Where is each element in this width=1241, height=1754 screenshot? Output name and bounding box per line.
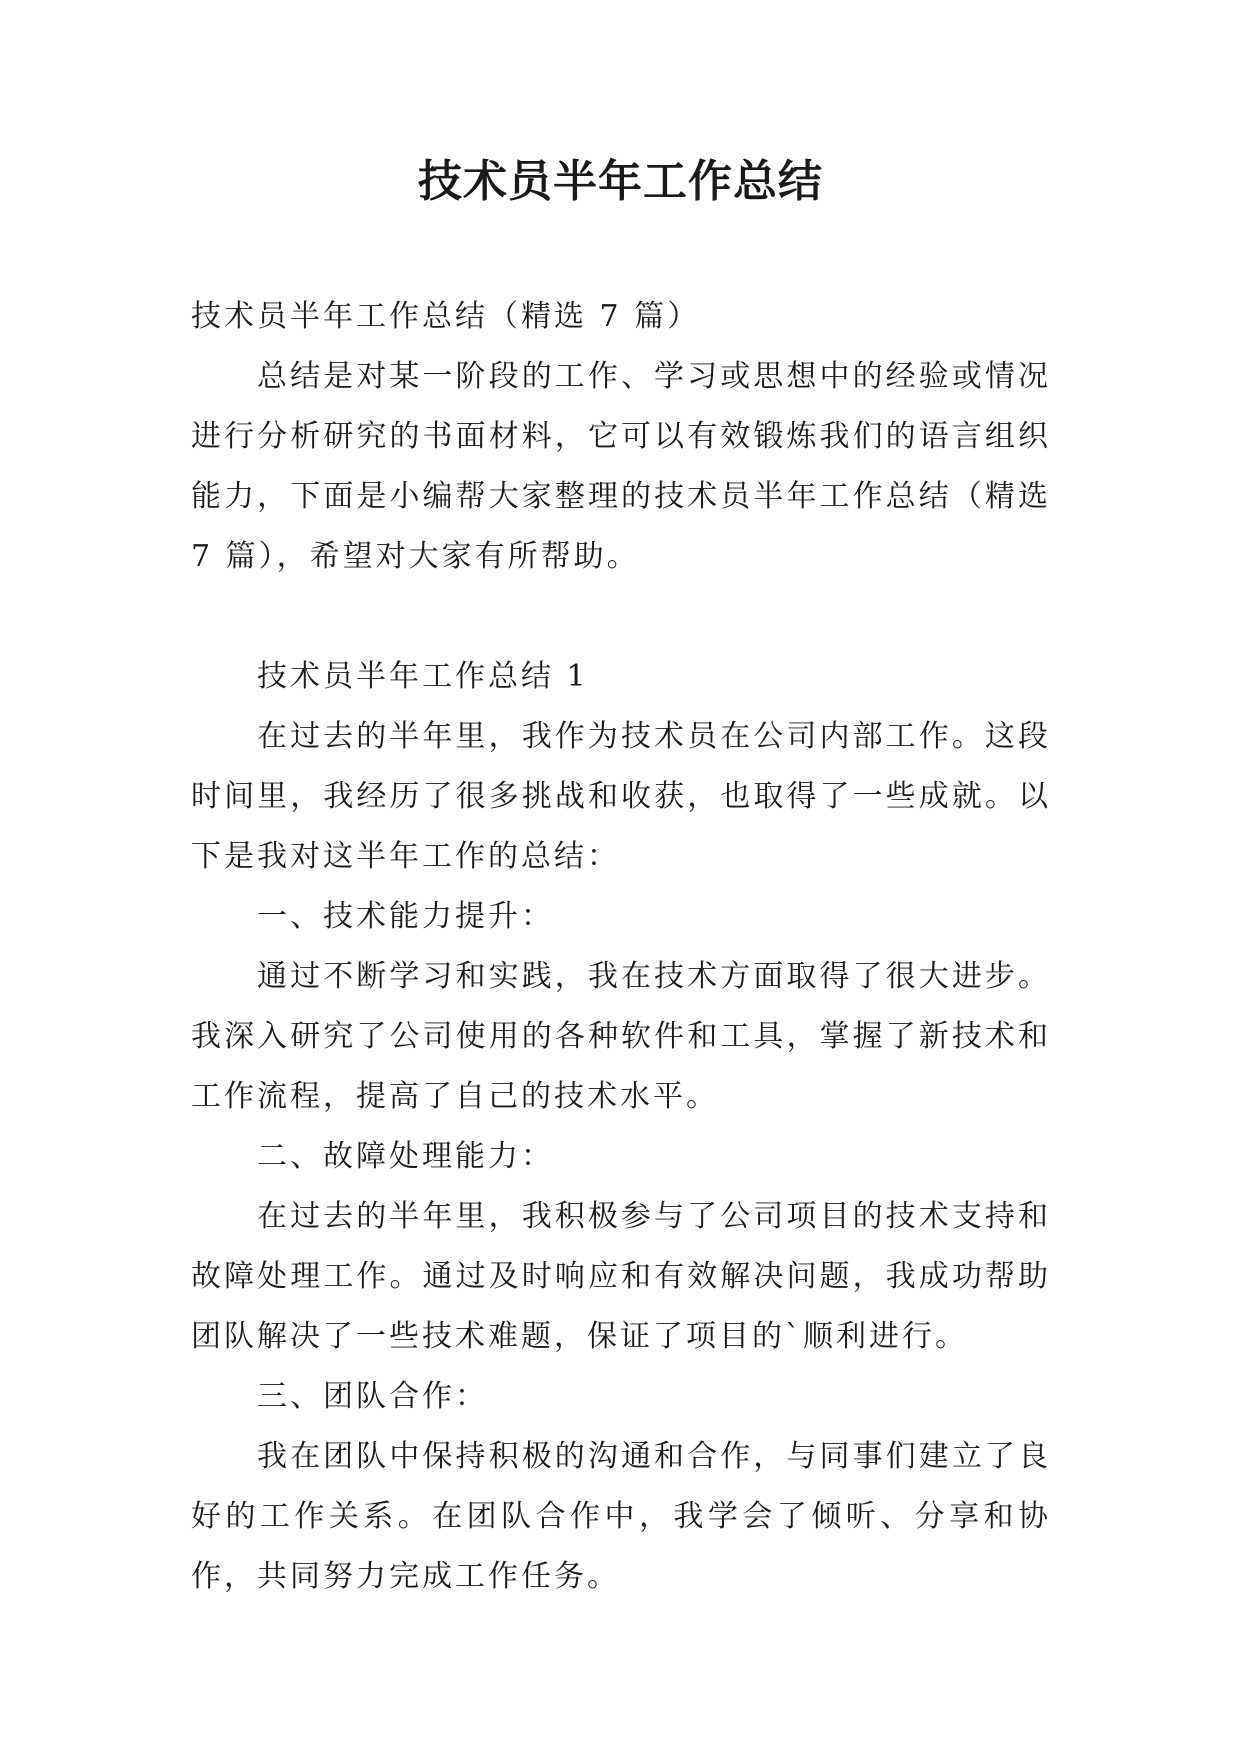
document-body (191, 287, 1051, 1607)
document-title: 技术员半年工作总结 (418, 156, 823, 207)
subtitle-line: 技术员半年工作总结（精选 7 篇） (191, 299, 701, 334)
paragraph-troubleshooting: 在过去的半年里，我积极参与了公司项目的技术支持和故障处理工作。通过及时响应和有效解决问题，我成功帮助团队解决了一些技术难题，保证了项目的`顺利进行。 (191, 1199, 1051, 1354)
paragraph-teamwork: 我在团队中保持积极的沟通和合作，与同事们建立了良好的工作关系。在团队合作中，我学会了倾听、分享和协作，共同努力完成工作任务。 (191, 1439, 1051, 1594)
paragraph-tech-skills: 通过不断学习和实践，我在技术方面取得了很大进步。我深入研究了公司使用的各种软件和工具，掌握了新技术和工作流程，提高了自己的技术水平。 (191, 959, 1051, 1114)
intro-paragraph: 总结是对某一阶段的工作、学习或思想中的经验或情况进行分析研究的书面材料，它可以有效锻炼我们的语言组织能力，下面是小编帮大家整理的技术员半年工作总结（精选 7 篇），希望对大家有所帮助。 (191, 359, 1051, 574)
paragraph-overview: 在过去的半年里，我作为技术员在公司内部工作。这段时间里，我经历了很多挑战和收获，也取得了一些成就。以下是我对这半年工作的总结： (191, 719, 1051, 874)
subheading-tech-skills: 一、技术能力提升： (257, 899, 554, 934)
subheading-teamwork: 三、团队合作： (257, 1379, 488, 1414)
subheading-troubleshooting: 二、故障处理能力： (257, 1139, 554, 1174)
section-heading-1: 技术员半年工作总结 1 (257, 659, 589, 694)
